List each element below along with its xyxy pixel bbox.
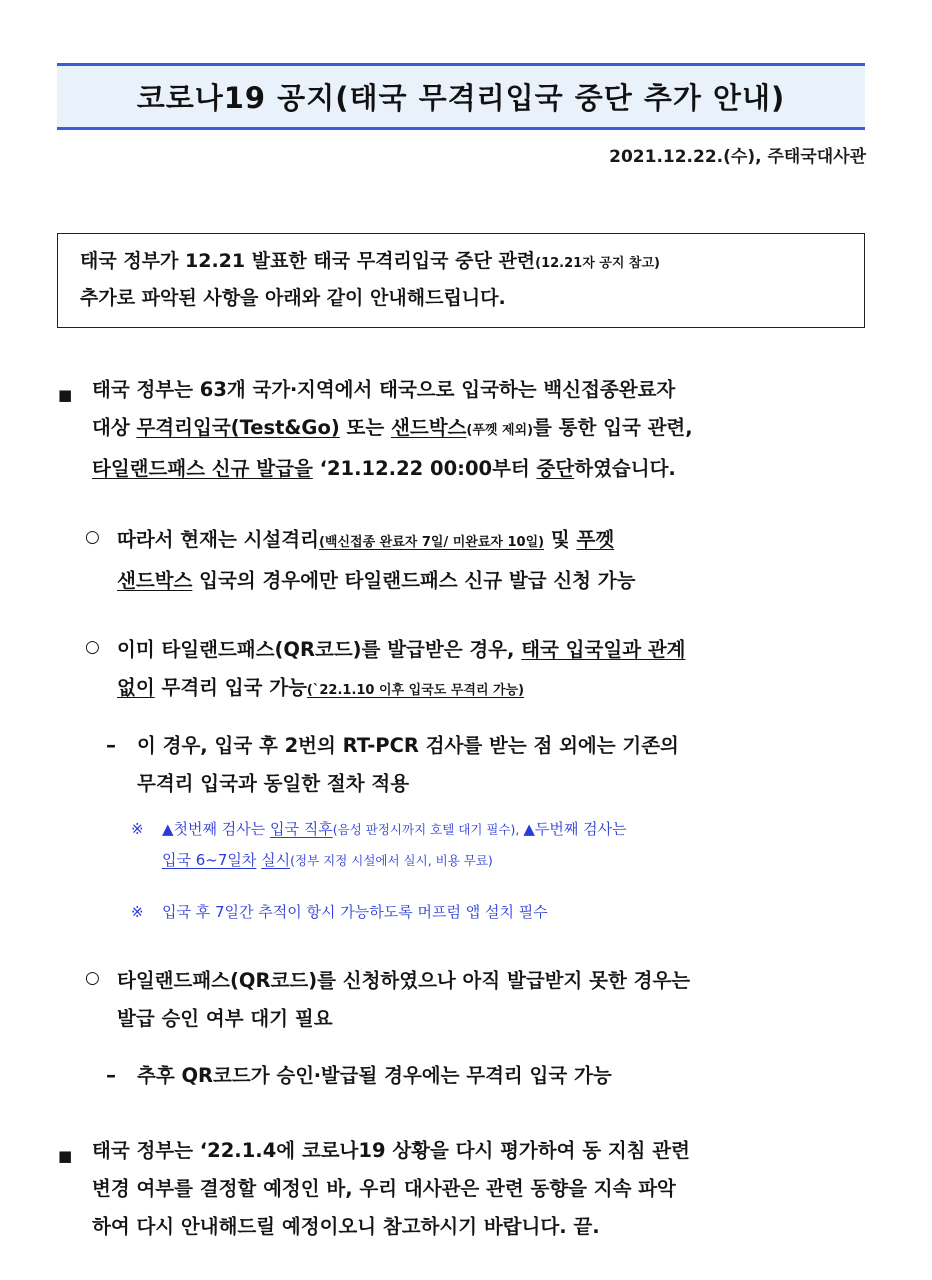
reference-mark-2: ※ — [131, 903, 144, 921]
sub-item-2-line-1: 이미 타일랜드패스(QR코드)를 발급받은 경우, 태국 입국일과 관계 — [117, 638, 686, 661]
notice-box — [57, 233, 865, 328]
sub-item-2-line-2: 없이 무격리 입국 가능(`22.1.10 이후 입국도 무격리 가능) — [117, 676, 525, 699]
section-2 — [92, 1132, 872, 1246]
page-title: 코로나19 공지(태국 무격리입국 중단 추가 안내) — [136, 81, 786, 115]
reference-mark-1: ※ — [131, 820, 144, 838]
section-2-line-1: 태국 정부는 ‘22.1.4에 코로나19 상황을 다시 평가하여 동 지침 관련 — [92, 1139, 690, 1162]
square-bullet-1: ■ — [58, 386, 73, 404]
note-1 — [162, 814, 882, 876]
date-line: 2021.12.22.(수), 주태국대사관 — [609, 147, 866, 167]
dash-item-1-line-2: 무격리 입국과 동일한 절차 적용 — [137, 772, 410, 795]
dash-item-1-line-1: 이 경우, 입국 후 2번의 RT-PCR 검사를 받는 점 외에는 기존의 — [137, 734, 679, 757]
note-1-line-1: ▲첫번째 검사는 입국 직후(음성 판정시까지 호텔 대기 필수), ▲두번째 검사는 — [162, 820, 627, 838]
dash-item-1 — [137, 727, 877, 803]
dash-bullet-2: – — [106, 1063, 116, 1087]
sub-item-3-line-1: 타일랜드패스(QR코드)를 신청하였으나 아직 발급받지 못한 경우는 — [117, 969, 691, 992]
section-1-line-2: 대상 무격리입국(Test&Go) 또는 샌드박스(푸껫 제외)를 통한 입국 관련, — [92, 416, 693, 439]
section-1-line-1: 태국 정부는 63개 국가‧지역에서 태국으로 입국하는 백신접종완료자 — [92, 378, 676, 401]
notice-line-2: 추가로 파악된 사항을 아래와 같이 안내해드립니다. — [80, 287, 506, 309]
circle-bullet-2: ○ — [85, 637, 100, 657]
sub-item-1-line-2: 샌드박스 입국의 경우에만 타일랜드패스 신규 발급 신청 가능 — [117, 569, 636, 592]
sub-item-3 — [117, 962, 877, 1038]
sub-item-2 — [117, 631, 877, 710]
note-1-line-2: 입국 6~7일차 실시(정부 지정 시설에서 실시, 비용 무료) — [162, 851, 493, 869]
dash-item-2: 추후 QR코드가 승인‧발급될 경우에는 무격리 입국 가능 — [137, 1064, 612, 1087]
dash-bullet-1: – — [106, 733, 116, 757]
section-1 — [92, 371, 872, 488]
square-bullet-2: ■ — [58, 1147, 73, 1165]
circle-bullet-1: ○ — [85, 527, 100, 547]
circle-bullet-3: ○ — [85, 968, 100, 988]
sub-item-3-line-2: 발급 승인 여부 대기 필요 — [117, 1007, 333, 1030]
sub-item-1 — [117, 521, 877, 600]
title-bar — [57, 63, 865, 130]
section-2-line-3: 하여 다시 안내해드릴 예정이오니 참고하시기 바랍니다. 끝. — [92, 1215, 600, 1238]
sub-item-1-line-1: 따라서 현재는 시설격리(백신접종 완료자 7일/ 미완료자 10일) 및 푸껫 — [117, 528, 615, 551]
notice-line-1: 태국 정부가 12.21 발표한 태국 무격리입국 중단 관련(12.21자 공지 참고) — [80, 250, 660, 272]
note-2: 입국 후 7일간 추적이 항시 가능하도록 머프럼 앱 설치 필수 — [162, 903, 548, 921]
section-1-line-3: 타일랜드패스 신규 발급을 ‘21.12.22 00:00부터 중단하였습니다. — [92, 457, 676, 480]
section-2-line-2: 변경 여부를 결정할 예정인 바, 우리 대사관은 관련 동향을 지속 파악 — [92, 1177, 676, 1200]
